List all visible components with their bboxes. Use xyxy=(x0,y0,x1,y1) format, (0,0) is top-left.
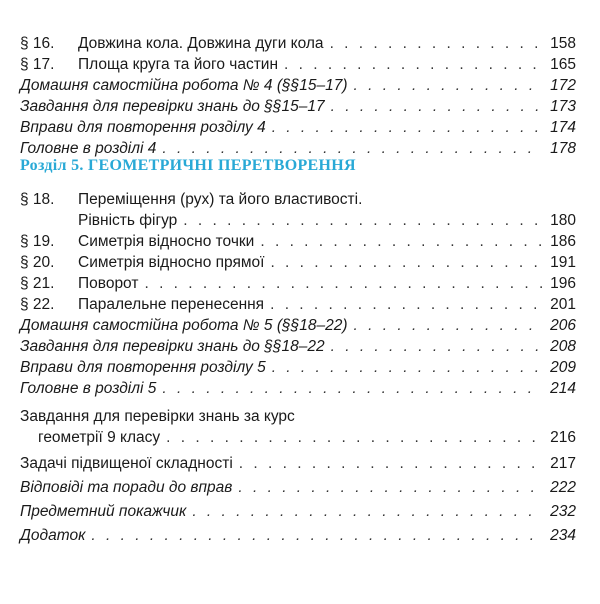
leader-dots xyxy=(354,76,543,96)
page-number: 209 xyxy=(550,359,576,376)
entry-title: Площа круга та його частин xyxy=(78,56,279,73)
entry-title: Додаток xyxy=(20,527,86,544)
leader-dots xyxy=(162,379,542,399)
toc-entry[interactable] xyxy=(20,316,576,336)
page-number: 217 xyxy=(550,455,576,472)
page-number: 216 xyxy=(550,429,576,446)
toc-entry[interactable] xyxy=(20,139,576,159)
entry-title: Головне в розділі 5 xyxy=(20,380,157,397)
toc-entry[interactable] xyxy=(20,526,576,546)
page-number: 214 xyxy=(550,380,576,397)
toc-entry[interactable] xyxy=(20,76,576,96)
section-number: § 21. xyxy=(20,275,55,292)
entry-title: Переміщення (рух) та його властивості. xyxy=(78,191,363,208)
page-number: 191 xyxy=(550,254,576,271)
leader-dots xyxy=(272,358,542,378)
leader-dots xyxy=(91,526,542,546)
page-number: 232 xyxy=(550,503,576,520)
section-number: § 16. xyxy=(20,35,55,52)
leader-dots xyxy=(183,211,542,231)
toc-entry[interactable] xyxy=(20,379,576,399)
toc-entry[interactable] xyxy=(20,358,576,378)
page-number: 174 xyxy=(550,119,576,136)
toc-entry[interactable] xyxy=(20,478,576,498)
toc-entry[interactable] xyxy=(78,211,576,231)
entry-title-continued: геометрії 9 класу xyxy=(38,429,161,446)
toc-entry[interactable] xyxy=(20,274,576,294)
entry-title: Довжина кола. Довжина дуги кола xyxy=(78,35,324,52)
section-number: § 20. xyxy=(20,254,55,271)
leader-dots xyxy=(238,478,542,498)
page-number: 165 xyxy=(550,56,576,73)
leader-dots xyxy=(284,55,542,75)
leader-dots xyxy=(192,502,542,522)
page-number: 173 xyxy=(550,98,576,115)
toc-entry[interactable] xyxy=(38,428,576,448)
toc-entry[interactable] xyxy=(20,295,576,315)
entry-title: Завдання для перевірки знань до §§18–22 xyxy=(20,338,325,355)
entry-title: Відповіді та поради до вправ xyxy=(20,479,233,496)
entry-title: Завдання для перевірки знань до §§15–17 xyxy=(20,98,325,115)
page-number: 196 xyxy=(550,275,576,292)
leader-dots xyxy=(144,274,542,294)
toc-entry[interactable] xyxy=(20,97,576,117)
section-number: § 17. xyxy=(20,56,55,73)
toc-entry[interactable] xyxy=(20,502,576,522)
entry-title: Предметний покажчик xyxy=(20,503,187,520)
toc-entry-line[interactable] xyxy=(20,190,362,210)
toc-entry[interactable] xyxy=(20,55,576,75)
entry-title: Поворот xyxy=(78,275,139,292)
entry-title: Домашня самостійна робота № 4 (§§15–17) xyxy=(20,77,348,94)
chapter-heading[interactable]: Розділ 5. ГЕОМЕТРИЧНІ ПЕРЕТВОРЕННЯ xyxy=(20,157,356,174)
page-number: 208 xyxy=(550,338,576,355)
entry-title: Симетрія відносно прямої xyxy=(78,254,265,271)
page-number: 180 xyxy=(550,212,576,229)
page-number: 178 xyxy=(550,140,576,157)
entry-title: Паралельне перенесення xyxy=(78,296,265,313)
section-number: § 18. xyxy=(20,191,55,208)
page-number: 234 xyxy=(550,527,576,544)
toc-entry[interactable] xyxy=(20,253,576,273)
entry-title: Головне в розділі 4 xyxy=(20,140,157,157)
leader-dots xyxy=(162,139,542,159)
entry-title: Вправи для повторення розділу 5 xyxy=(20,359,266,376)
toc-entry[interactable] xyxy=(20,34,576,54)
section-number: § 19. xyxy=(20,233,55,250)
leader-dots xyxy=(166,428,542,448)
leader-dots xyxy=(239,454,542,474)
entry-title: Домашня самостійна робота № 5 (§§18–22) xyxy=(20,317,348,334)
entry-title: Задачі підвищеної складності xyxy=(20,455,233,472)
page-number: 201 xyxy=(550,296,576,313)
leader-dots xyxy=(270,295,542,315)
entry-title-continued: Рівність фігур xyxy=(78,212,178,229)
leader-dots xyxy=(331,97,542,117)
entry-title: Вправи для повторення розділу 4 xyxy=(20,119,266,136)
toc-entry-line[interactable]: Завдання для перевірки знань за курс xyxy=(20,408,295,425)
toc-entry[interactable] xyxy=(20,118,576,138)
page-number: 222 xyxy=(550,479,576,496)
entry-title: Симетрія відносно точки xyxy=(78,233,255,250)
toc-entry[interactable] xyxy=(20,454,576,474)
leader-dots xyxy=(260,232,542,252)
leader-dots xyxy=(330,34,542,54)
leader-dots xyxy=(270,253,542,273)
leader-dots xyxy=(272,118,542,138)
page-number: 158 xyxy=(550,35,576,52)
toc-entry[interactable] xyxy=(20,337,576,357)
section-number: § 22. xyxy=(20,296,55,313)
toc-entry[interactable] xyxy=(20,232,576,252)
page-number: 172 xyxy=(550,77,576,94)
leader-dots xyxy=(354,316,543,336)
page-number: 206 xyxy=(550,317,576,334)
page-number: 186 xyxy=(550,233,576,250)
leader-dots xyxy=(331,337,542,357)
